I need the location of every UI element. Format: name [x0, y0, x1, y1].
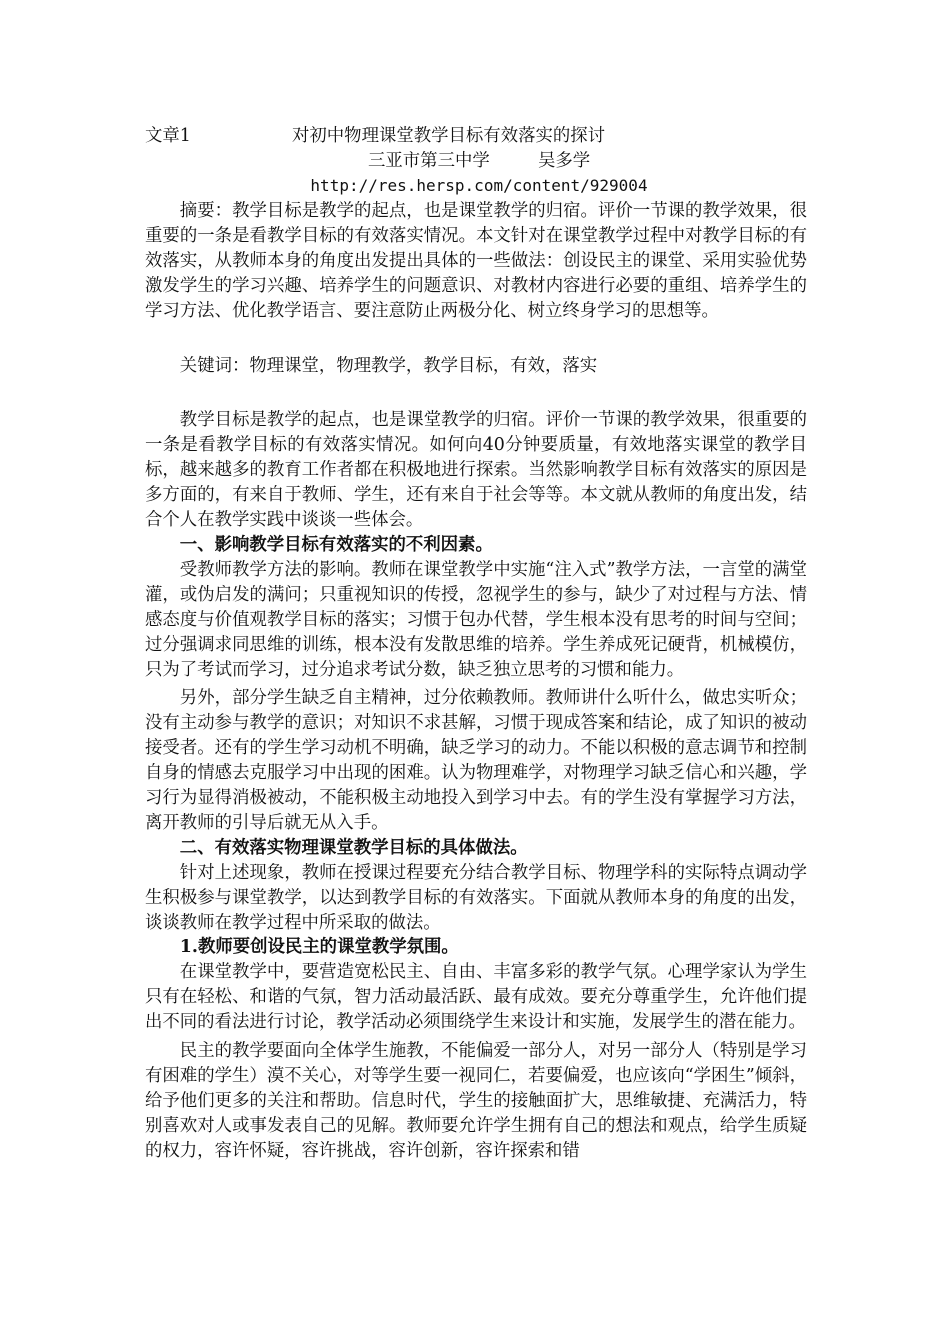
keywords-paragraph: 关键词：物理课堂，物理教学，教学目标，有效，落实 — [179, 355, 598, 376]
section2-paragraph-2: 在课堂教学中，要营造宽松民主、自由、丰富多彩的教学气氛。心理学家认为学生只有在轻松、和谐的气氛，智力活动最活跃、最有成效。要充分尊重学生，允许他们提出不同的看法进行讨论，教学活动必须围绕学生来设计和实施，发展学生的潜在能力。 — [145, 962, 807, 1033]
section2-paragraph-3: 民主的教学要面向全体学生施教，不能偏爱一部分人，对另一部分人（特别是学习有困难的学生）漠不关心，对等学生要一视同仁，若要偏爱，也应该向“学困生”倾斜，给予他们更多的关注和帮助。信息时代，学生的接触面扩大，思维敏捷、充满活力，特别喜欢对人或事发表自己的见解。教师要允许学生拥有自己的想法和观点，给学生质疑的权力，容许怀疑，容许挑战，容许创新，容许探索和错 — [145, 1041, 807, 1161]
article-label: 文章1 — [145, 126, 191, 146]
article-title: 对初中物理课堂教学目标有效落实的探讨 — [292, 126, 606, 146]
school-name: 三亚市第三中学 — [368, 151, 490, 171]
document-page — [145, 124, 807, 1164]
section-heading-1: 一、影响教学目标有效落实的不利因素。 — [179, 534, 493, 555]
section-heading-2: 二、有效落实物理课堂教学目标的具体做法。 — [179, 837, 528, 858]
section1-paragraph-2: 另外，部分学生缺乏自主精神，过分依赖教师。教师讲什么听什么，做忠实听众；没有主动参与教学的意识；对知识不求甚解，习惯于现成答案和结论，成了知识的被动接受者。还有的学生学习动机不明确，缺乏学习的动力。不能以积极的意志调节和控制自身的情感去克服学习中出现的困难。认为物理难学，对物理学习缺乏信心和兴趣，学习行为显得消极被动，不能积极主动地投入到学习中去。有的学生没有掌握学习方法，离开教师的引导后就无从入手。 — [145, 688, 807, 833]
byline — [145, 149, 807, 174]
subsection-heading-1: 1.教师要创设民主的课堂教学氛围。 — [179, 937, 459, 958]
source-url: http://res.hersp.com/content/929004 — [310, 176, 648, 195]
abstract-paragraph: 摘要：教学目标是教学的起点，也是课堂教学的归宿。评价一节课的教学效果，很重要的一条是看教学目标的有效落实情况。本文针对在课堂教学过程中对教学目标的有效落实，从教师本身的角度出发提出具体的一些做法：创设民主的课堂、采用实验优势激发学生的学习兴趣、培养学生的问题意识、对教材内容进行必要的重组、培养学生的学习方法、优化教学语言、要注意防止两极分化、树立终身学习的思想等。 — [145, 201, 807, 321]
intro-paragraph: 教学目标是教学的起点，也是课堂教学的归宿。评价一节课的教学效果，很重要的一条是看教学目标的有效落实情况。如何向40分钟要质量，有效地落实课堂的教学目标，越来越多的教育工作者都在积极地进行探索。当然影响教学目标有效落实的原因是多方面的，有来自于教师、学生，还有来自于社会等等。本文就从教师的角度出发，结合个人在教学实践中谈谈一些体会。 — [145, 410, 807, 531]
section2-paragraph-1: 针对上述现象，教师在授课过程要充分结合教学目标、物理学科的实际特点调动学生积极参与课堂教学，以达到教学目标的有效落实。下面就从教师本身的角度的出发，谈谈教师在教学过程中所采取的做法。 — [145, 862, 807, 933]
section1-paragraph-1: 受教师教学方法的影响。教师在课堂教学中实施“注入式”教学方法，一言堂的满堂灌，或伪启发的满问；只重视知识的传授，忽视学生的参与，缺少了对过程与方法、情感态度与价值观教学目标的落实；习惯于包办代替，学生根本没有思考的时间与空间；过分强调求同思维的训练，根本没有发散思维的培养。学生养成死记硬背，机械模仿，只为了考试而学习，过分追求考试分数，缺乏独立思考的习惯和能力。 — [145, 559, 807, 680]
author-name: 吴多学 — [538, 151, 591, 171]
title-line — [145, 124, 807, 149]
